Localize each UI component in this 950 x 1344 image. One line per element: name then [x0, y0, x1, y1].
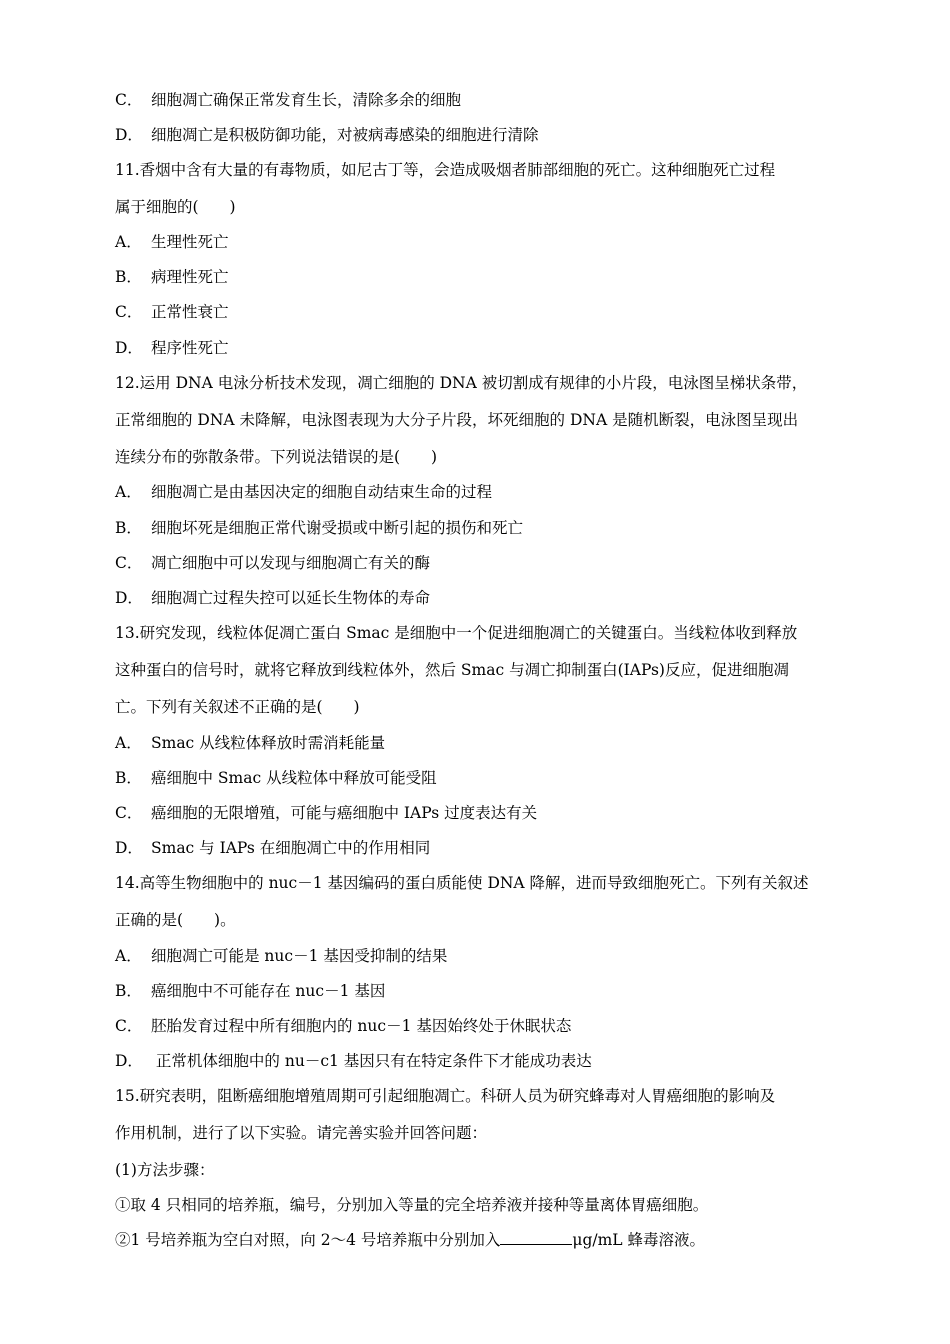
option-text: 细胞凋亡是由基因决定的细胞自动结束生命的过程 [151, 483, 493, 501]
option-14b [115, 981, 845, 1001]
option-14a [115, 946, 845, 966]
option-10d [115, 125, 845, 145]
option-11a [115, 232, 845, 252]
option-text: 癌细胞中 Smac 从线粒体中释放可能受阻 [151, 769, 437, 787]
answer-blank [500, 1230, 572, 1245]
option-text: 正常性衰亡 [151, 303, 229, 321]
option-13a [115, 733, 845, 753]
option-letter: C． [115, 804, 143, 822]
option-text: Smac 与 IAPs 在细胞凋亡中的作用相同 [151, 839, 431, 857]
option-letter: D． [115, 1052, 143, 1070]
option-12b [115, 518, 845, 538]
option-letter: D． [115, 589, 143, 607]
option-text: 细胞凋亡是积极防御功能，对被病毒感染的细胞进行清除 [151, 126, 539, 144]
option-12a [115, 482, 845, 502]
question-14-line-2: 正确的是( )。 [115, 911, 236, 929]
option-letter: B． [115, 268, 142, 286]
step-2-text-after: μg/mL 蜂毒溶液。 [572, 1231, 706, 1249]
question-13-line-1: 13.研究发现，线粒体促凋亡蛋白 Smac 是细胞中一个促进细胞凋亡的关键蛋白。当线粒体收到释放 [115, 624, 798, 642]
option-text: 细胞凋亡过程失控可以延长生物体的寿命 [151, 589, 431, 607]
option-text: 程序性死亡 [151, 339, 229, 357]
step-2-text-before: ②1 号培养瓶为空白对照，向 2～4 号培养瓶中分别加入 [115, 1231, 501, 1249]
option-letter: D． [115, 839, 143, 857]
option-letter: B． [115, 769, 142, 787]
option-letter: C． [115, 1017, 143, 1035]
question-11-line-2: 属于细胞的( ) [115, 198, 236, 216]
option-11b [115, 267, 845, 287]
option-text: 癌细胞的无限增殖，可能与癌细胞中 IAPs 过度表达有关 [151, 804, 538, 822]
option-11d [115, 338, 845, 358]
option-letter: A． [115, 947, 142, 965]
option-14c [115, 1016, 845, 1036]
option-letter: A． [115, 483, 142, 501]
question-13-line-2: 这种蛋白的信号时，就将它释放到线粒体外，然后 Smac 与凋亡抑制蛋白(IAPs)反应，促进细胞凋 [115, 661, 789, 679]
question-14-line-1: 14.高等生物细胞中的 nuc－1 基因编码的蛋白质能使 DNA 降解，进而导致细胞死亡。下列有关叙述 [115, 874, 809, 892]
option-text: 胚胎发育过程中所有细胞内的 nuc－1 基因始终处于休眠状态 [151, 1017, 572, 1035]
option-text: 细胞坏死是细胞正常代谢受损或中断引起的损伤和死亡 [151, 519, 524, 537]
question-15-line-2: 作用机制，进行了以下实验。请完善实验并回答问题： [115, 1124, 488, 1142]
step-1: ①取 4 只相同的培养瓶，编号，分别加入等量的完全培养液并接种等量离体胃癌细胞。 [115, 1196, 709, 1214]
option-letter: A． [115, 233, 142, 251]
option-text: 凋亡细胞中可以发现与细胞凋亡有关的酶 [151, 554, 431, 572]
option-14d [115, 1051, 845, 1071]
question-13-line-3: 亡。下列有关叙述不正确的是( ) [115, 698, 360, 716]
step-2 [115, 1230, 845, 1250]
option-letter: B． [115, 519, 142, 537]
option-text: 生理性死亡 [151, 233, 229, 251]
option-letter: D． [115, 339, 143, 357]
option-10c [115, 90, 845, 110]
option-letter: C． [115, 91, 143, 109]
option-text: 癌细胞中不可能存在 nuc－1 基因 [151, 982, 386, 1000]
option-text: 正常机体细胞中的 nu－c1 基因只有在特定条件下才能成功表达 [151, 1052, 592, 1070]
option-13c [115, 803, 845, 823]
option-text: 细胞凋亡可能是 nuc－1 基因受抑制的结果 [151, 947, 448, 965]
question-12-line-3: 连续分布的弥散条带。下列说法错误的是( ) [115, 448, 438, 466]
option-letter: A． [115, 734, 142, 752]
option-13b [115, 768, 845, 788]
question-12-line-1: 12.运用 DNA 电泳分析技术发现，凋亡细胞的 DNA 被切割成有规律的小片段，电泳图呈梯状条带， [115, 374, 808, 392]
option-letter: C． [115, 303, 143, 321]
option-letter: C． [115, 554, 143, 572]
option-text: 病理性死亡 [151, 268, 229, 286]
option-13d [115, 838, 845, 858]
question-11-line-1: 11.香烟中含有大量的有毒物质，如尼古丁等，会造成吸烟者肺部细胞的死亡。这种细胞死亡过程 [115, 161, 776, 179]
method-steps-heading: (1)方法步骤： [115, 1161, 215, 1179]
option-letter: D． [115, 126, 143, 144]
option-12c [115, 553, 845, 573]
option-11c [115, 302, 845, 322]
question-15-line-1: 15.研究表明，阻断癌细胞增殖周期可引起细胞凋亡。科研人员为研究蜂毒对人胃癌细胞的影响及 [115, 1087, 776, 1105]
question-12-line-2: 正常细胞的 DNA 未降解，电泳图表现为大分子片段，坏死细胞的 DNA 是随机断裂，电泳图呈现出 [115, 411, 799, 429]
option-text: Smac 从线粒体释放时需消耗能量 [151, 734, 386, 752]
option-12d [115, 588, 845, 608]
option-text: 细胞凋亡确保正常发育生长，清除多余的细胞 [151, 91, 462, 109]
option-letter: B． [115, 982, 142, 1000]
